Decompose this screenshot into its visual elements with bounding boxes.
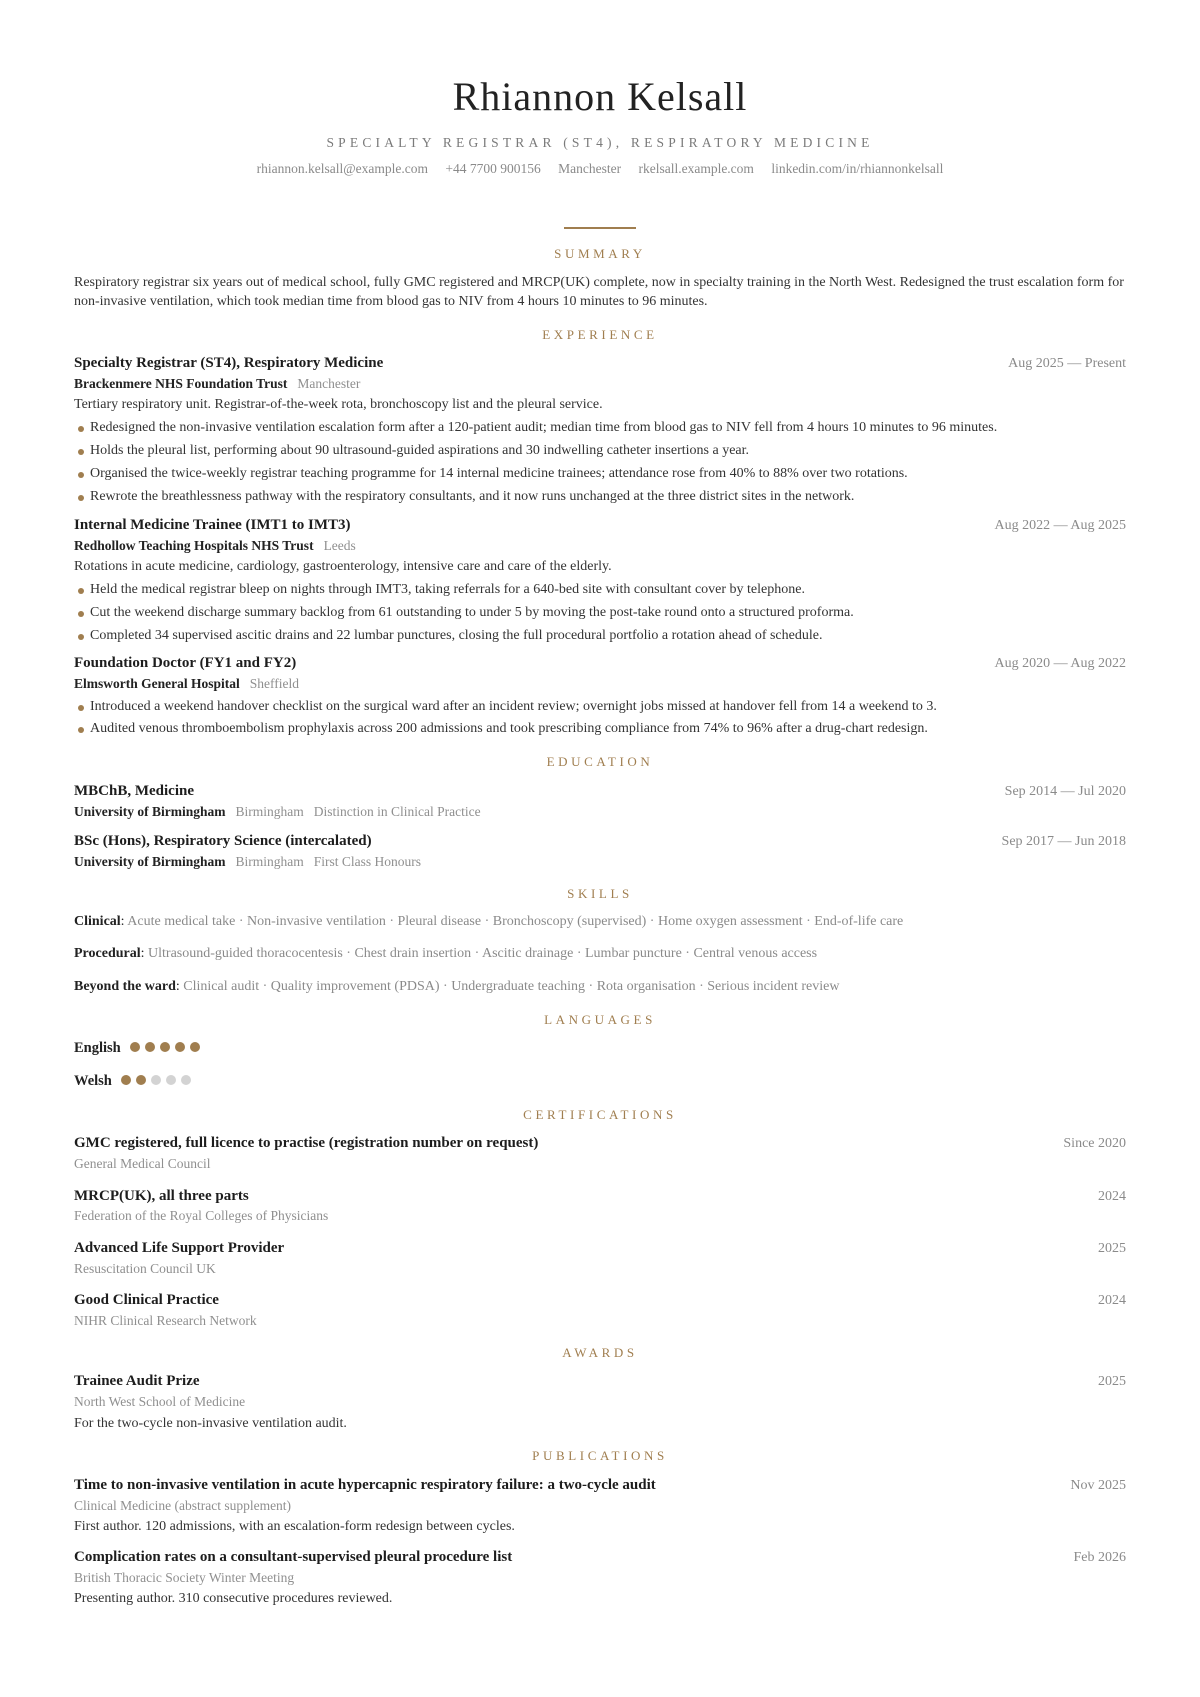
publication-description: Presenting author. 310 consecutive procedures reviewed.	[74, 1591, 393, 1607]
award-issuer: North West School of Medicine	[74, 1394, 246, 1410]
section-title-education: EDUCATION	[546, 754, 654, 770]
contact-linkedin[interactable]: linkedin.com/in/rhiannonkelsall	[771, 161, 944, 177]
skill-category: Beyond the ward	[74, 979, 176, 995]
job-dates: Aug 2020 — Aug 2022	[994, 656, 1126, 672]
publication-entry	[74, 1475, 1126, 1537]
contact-location: Manchester	[558, 161, 622, 177]
degree: BSc (Hons), Respiratory Science (intercalated)	[74, 832, 372, 849]
certification-issuer: Federation of the Royal Colleges of Physicians	[74, 1208, 329, 1224]
publication-venue: British Thoracic Society Winter Meeting	[74, 1569, 295, 1585]
job-location: Sheffield	[249, 676, 299, 692]
certification-entry	[74, 1238, 1126, 1278]
contact-website[interactable]: rkelsall.example.com	[638, 161, 754, 177]
section-title-experience: EXPERIENCE	[542, 326, 658, 342]
certification-name: Good Clinical Practice	[74, 1291, 219, 1308]
publication-date: Feb 2026	[1073, 1550, 1126, 1566]
skill-items: Ultrasound-guided thoracocentesis · Chest drain insertion · Ascitic drainage · Lumbar puncture · Central venous access	[148, 946, 818, 962]
school: University of Birmingham	[74, 853, 226, 869]
proficiency-dot-filled	[121, 1075, 131, 1085]
skill-group: Clinical: Acute medical take · Non-invasive ventilation · Pleural disease · Bronchoscopy (supervised) · Home oxygen assessment · End-of-life care	[74, 913, 904, 929]
job-bullets	[74, 419, 1126, 507]
publication-venue: Clinical Medicine (abstract supplement)	[74, 1497, 292, 1513]
award-description: For the two-cycle non-invasive ventilation audit.	[74, 1415, 347, 1431]
language-row	[74, 1039, 1126, 1059]
school: University of Birmingham	[74, 803, 226, 819]
education-list	[74, 781, 1126, 871]
school-location: Birmingham	[235, 803, 304, 819]
headline: SPECIALTY REGISTRAR (ST4), RESPIRATORY MEDICINE	[326, 135, 874, 150]
certification-issuer: General Medical Council	[74, 1156, 211, 1172]
job-location: Manchester	[297, 376, 361, 392]
languages-list	[74, 1039, 1126, 1092]
contact-line	[74, 160, 1126, 178]
degree: MBChB, Medicine	[74, 782, 194, 799]
proficiency-rating	[121, 1072, 196, 1092]
bullet-item: Rewrote the breathlessness pathway with the respiratory consultants, and it now runs unchanged at the three district sites in the network.	[74, 488, 1126, 507]
job-dates: Aug 2025 — Present	[1008, 356, 1126, 372]
experience-entry	[74, 653, 1126, 739]
experience-entry	[74, 353, 1126, 507]
proficiency-dot-empty	[151, 1075, 161, 1085]
education-note: First Class Honours	[313, 853, 422, 869]
skill-items: Acute medical take · Non-invasive ventilation · Pleural disease · Bronchoscopy (supervised) · Home oxygen assessment · End-of-life care	[127, 913, 904, 929]
skill-category: Clinical	[74, 913, 121, 929]
bullet-item: Held the medical registrar bleep on nights through IMT3, taking referrals for a 640-bed site with consultant cover by telephone.	[74, 581, 1126, 600]
summary-text: Respiratory registrar six years out of medical school, fully GMC registered and MRCP(UK) complete, now in specialty training in the North West. Redesigned the trust escalation form for non-invasive ventilation, which took median time from blood gas to NIV from 4 hours 10 minutes to 96 minutes.	[74, 274, 1124, 310]
proficiency-dot-empty	[181, 1075, 191, 1085]
certification-name: GMC registered, full licence to practise (registration number on request)	[74, 1135, 539, 1152]
certification-name: MRCP(UK), all three parts	[74, 1187, 249, 1204]
bullet-item: Holds the pleural list, performing about 90 ultrasound-guided aspirations and 30 indwelling catheter insertions a year.	[74, 442, 1126, 461]
bullet-item: Introduced a weekend handover checklist on the surgical ward after an incident review; overnight jobs missed at handover fell from 14 a weekend to 3.	[74, 698, 1126, 717]
school-location: Birmingham	[235, 853, 304, 869]
bullet-item: Completed 34 supervised ascitic drains and 22 lumbar punctures, closing the full procedural portfolio a rotation ahead of schedule.	[74, 627, 1126, 646]
certifications-list	[74, 1133, 1126, 1329]
bullet-item: Redesigned the non-invasive ventilation escalation form after a 120-patient audit; median time from blood gas to NIV fell from 4 hours 10 minutes to 96 minutes.	[74, 419, 1126, 438]
proficiency-dot-filled	[145, 1042, 155, 1052]
section-title-publications: PUBLICATIONS	[532, 1448, 668, 1464]
job-bullets	[74, 698, 1126, 740]
awards-list	[74, 1371, 1126, 1433]
experience-entry	[74, 515, 1126, 646]
bullet-item: Organised the twice-weekly registrar teaching programme for 14 internal medicine trainees; attendance rose from 40% to 88% over two rotations.	[74, 465, 1126, 484]
certification-issuer: Resuscitation Council UK	[74, 1260, 216, 1276]
certification-date: 2024	[1098, 1292, 1126, 1308]
employer: Brackenmere NHS Foundation Trust	[74, 376, 288, 392]
resume-header	[74, 0, 1126, 229]
language-name: English	[74, 1039, 121, 1056]
section-title-summary: SUMMARY	[554, 246, 646, 262]
education-entry	[74, 831, 1126, 871]
certification-issuer: NIHR Clinical Research Network	[74, 1312, 257, 1328]
bullet-item: Audited venous thromboembolism prophylaxis across 200 admissions and took prescribing compliance from 74% to 96% after a drug-chart redesign.	[74, 720, 1126, 739]
education-note: Distinction in Clinical Practice	[313, 803, 481, 819]
education-dates: Sep 2017 — Jun 2018	[1001, 833, 1126, 849]
publication-entry	[74, 1547, 1126, 1609]
job-description: Tertiary respiratory unit. Registrar-of-the-week rota, bronchoscopy list and the pleural service.	[74, 397, 603, 413]
skills-list	[74, 913, 1126, 998]
candidate-name: Rhiannon Kelsall	[452, 74, 748, 119]
education-dates: Sep 2014 — Jul 2020	[1004, 783, 1126, 799]
proficiency-dot-filled	[190, 1042, 200, 1052]
job-title: Specialty Registrar (ST4), Respiratory Medicine	[74, 355, 384, 372]
skill-group: Procedural: Ultrasound-guided thoracocentesis · Chest drain insertion · Ascitic drainage · Lumbar puncture · Central venous access	[74, 946, 818, 962]
certification-entry	[74, 1290, 1126, 1330]
employer: Redhollow Teaching Hospitals NHS Trust	[74, 537, 314, 553]
proficiency-dot-filled	[130, 1042, 140, 1052]
job-bullets	[74, 581, 1126, 646]
certification-entry	[74, 1186, 1126, 1226]
job-title: Internal Medicine Trainee (IMT1 to IMT3)	[74, 516, 351, 533]
section-title-skills: SKILLS	[567, 886, 633, 902]
education-entry	[74, 781, 1126, 821]
job-dates: Aug 2022 — Aug 2025	[994, 517, 1126, 533]
proficiency-dot-filled	[160, 1042, 170, 1052]
job-location: Leeds	[323, 537, 356, 553]
certification-date: 2025	[1098, 1240, 1126, 1256]
publication-title: Complication rates on a consultant-supervised pleural procedure list	[74, 1549, 513, 1566]
job-title: Foundation Doctor (FY1 and FY2)	[74, 655, 297, 672]
award-entry	[74, 1371, 1126, 1433]
certification-name: Advanced Life Support Provider	[74, 1239, 285, 1256]
certification-date: Since 2020	[1063, 1136, 1126, 1152]
employer: Elmsworth General Hospital	[74, 676, 240, 692]
experience-list	[74, 353, 1126, 739]
job-description: Rotations in acute medicine, cardiology, gastroenterology, intensive care and care of the elderly.	[74, 558, 612, 574]
publications-list	[74, 1475, 1126, 1609]
header-divider	[564, 227, 636, 229]
proficiency-dot-filled	[175, 1042, 185, 1052]
contact-phone: +44 7700 900156	[445, 161, 541, 177]
certification-date: 2024	[1098, 1188, 1126, 1204]
proficiency-dot-filled	[136, 1075, 146, 1085]
proficiency-rating	[130, 1039, 205, 1059]
section-title-languages: LANGUAGES	[544, 1012, 656, 1028]
section-title-awards: AWARDS	[562, 1344, 638, 1360]
contact-email[interactable]: rhiannon.kelsall@example.com	[256, 161, 428, 177]
language-name: Welsh	[74, 1073, 112, 1090]
skill-group: Beyond the ward: Clinical audit · Quality improvement (PDSA) · Undergraduate teaching · Rota organisation · Serious incident review	[74, 979, 840, 995]
skill-items: Clinical audit · Quality improvement (PDSA) · Undergraduate teaching · Rota organisation · Serious incident review	[183, 979, 840, 995]
publication-description: First author. 120 admissions, with an escalation-form redesign between cycles.	[74, 1519, 515, 1535]
award-date: 2025	[1098, 1374, 1126, 1390]
publication-title: Time to non-invasive ventilation in acute hypercapnic respiratory failure: a two-cycle audit	[74, 1477, 656, 1494]
section-title-certifications: CERTIFICATIONS	[523, 1106, 677, 1122]
bullet-item: Cut the weekend discharge summary backlog from 61 outstanding to under 5 by moving the post-take round onto a structured proforma.	[74, 604, 1126, 623]
certification-entry	[74, 1133, 1126, 1173]
language-row	[74, 1072, 1126, 1092]
skill-category: Procedural	[74, 946, 141, 962]
award-name: Trainee Audit Prize	[74, 1373, 200, 1390]
proficiency-dot-empty	[166, 1075, 176, 1085]
publication-date: Nov 2025	[1070, 1478, 1126, 1494]
